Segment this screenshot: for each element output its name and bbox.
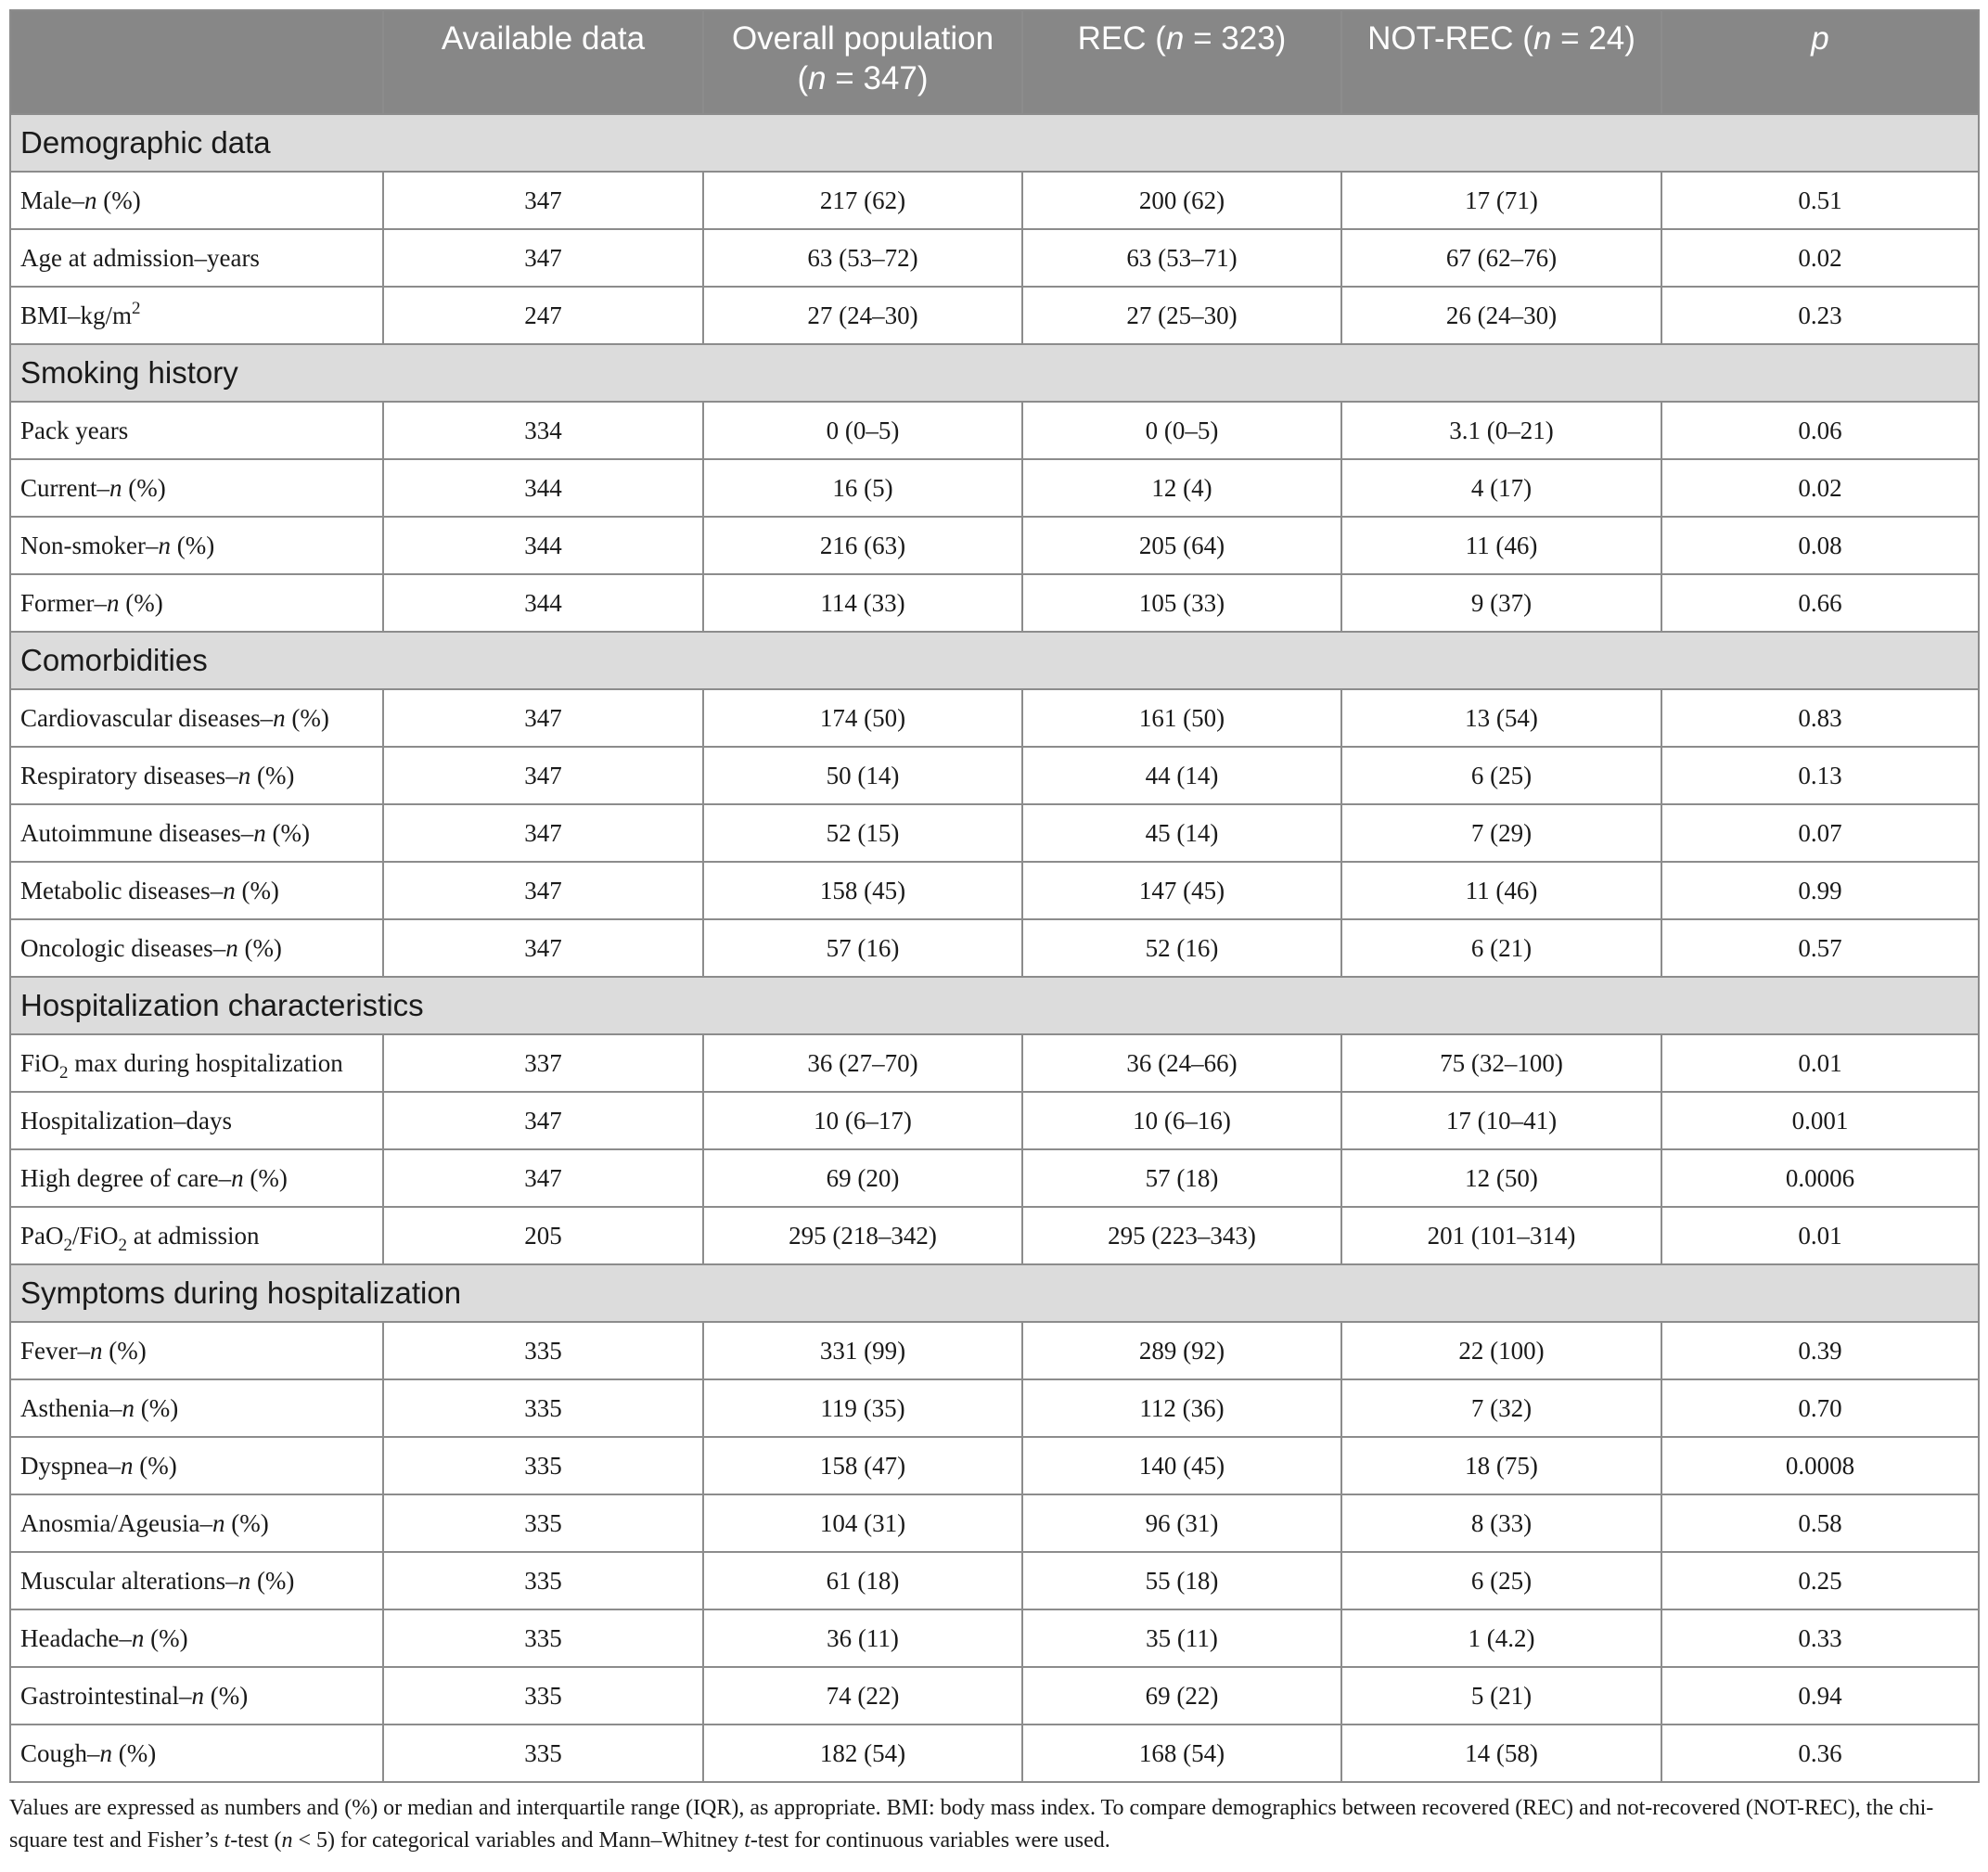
- cell-overall-population: 16 (5): [703, 459, 1022, 517]
- cell-label: Oncologic diseases–n (%): [10, 919, 383, 977]
- cell-overall-population: 158 (45): [703, 862, 1022, 919]
- table-row: [10, 229, 1979, 287]
- cell-label: Cardiovascular diseases–n (%): [10, 689, 383, 747]
- cell-label: Fever–n (%): [10, 1322, 383, 1379]
- cell-overall-population: 104 (31): [703, 1494, 1022, 1552]
- cell-p-value: 0.07: [1661, 804, 1979, 862]
- cell-available-data: 335: [383, 1609, 703, 1667]
- cell-p-value: 0.99: [1661, 862, 1979, 919]
- header-p-value: p: [1661, 10, 1979, 114]
- cell-rec: 55 (18): [1022, 1552, 1341, 1609]
- cell-p-value: 0.02: [1661, 229, 1979, 287]
- cell-not-rec: 11 (46): [1341, 517, 1661, 574]
- cell-rec: 12 (4): [1022, 459, 1341, 517]
- cell-p-value: 0.83: [1661, 689, 1979, 747]
- cell-not-rec: 6 (25): [1341, 747, 1661, 804]
- cell-overall-population: 331 (99): [703, 1322, 1022, 1379]
- cell-p-value: 0.39: [1661, 1322, 1979, 1379]
- cell-not-rec: 26 (24–30): [1341, 287, 1661, 344]
- cell-overall-population: 63 (53–72): [703, 229, 1022, 287]
- cohort-characteristics-table: [9, 9, 1980, 1783]
- table-footnote: Values are expressed as numbers and (%) or median and interquartile range (IQR), as appropriate. BMI: body mass index. To compare demographics between recovered (REC) and not-recovered (NOT-REC), the chi-square test and Fisher’s t-test (n < 5) for categorical variables and Mann–Whitney t-test for continuous variables were used.: [9, 1796, 1934, 1853]
- cell-rec: 96 (31): [1022, 1494, 1341, 1552]
- cell-rec: 140 (45): [1022, 1437, 1341, 1494]
- cell-p-value: 0.0006: [1661, 1149, 1979, 1207]
- cell-p-value: 0.0008: [1661, 1437, 1979, 1494]
- cell-p-value: 0.57: [1661, 919, 1979, 977]
- table-row: [10, 1149, 1979, 1207]
- cell-overall-population: 50 (14): [703, 747, 1022, 804]
- section-row: [10, 1264, 1979, 1322]
- cell-label: Current–n (%): [10, 459, 383, 517]
- section-demographic: Demographic data: [10, 114, 1979, 172]
- cell-available-data: 347: [383, 1092, 703, 1149]
- table-container: [9, 9, 1978, 1857]
- cell-available-data: 344: [383, 574, 703, 632]
- cell-p-value: 0.36: [1661, 1725, 1979, 1782]
- section-row: [10, 632, 1979, 689]
- section-hospitalization: Hospitalization characteristics: [10, 977, 1979, 1034]
- cell-p-value: 0.25: [1661, 1552, 1979, 1609]
- cell-p-value: 0.51: [1661, 172, 1979, 229]
- cell-not-rec: 9 (37): [1341, 574, 1661, 632]
- section-row: [10, 977, 1979, 1034]
- cell-label: Gastrointestinal–n (%): [10, 1667, 383, 1725]
- cell-rec: 205 (64): [1022, 517, 1341, 574]
- cell-p-value: 0.01: [1661, 1034, 1979, 1092]
- cell-available-data: 335: [383, 1494, 703, 1552]
- cell-rec: 200 (62): [1022, 172, 1341, 229]
- table-row: [10, 1494, 1979, 1552]
- table-row: [10, 1552, 1979, 1609]
- cell-p-value: 0.58: [1661, 1494, 1979, 1552]
- cell-label: Hospitalization–days: [10, 1092, 383, 1149]
- table-row: [10, 689, 1979, 747]
- cell-not-rec: 13 (54): [1341, 689, 1661, 747]
- cell-label: Male–n (%): [10, 172, 383, 229]
- cell-rec: 36 (24–66): [1022, 1034, 1341, 1092]
- cell-not-rec: 1 (4.2): [1341, 1609, 1661, 1667]
- cell-label: Non-smoker–n (%): [10, 517, 383, 574]
- cell-rec: 295 (223–343): [1022, 1207, 1341, 1264]
- cell-p-value: 0.23: [1661, 287, 1979, 344]
- cell-overall-population: 10 (6–17): [703, 1092, 1022, 1149]
- cell-overall-population: 217 (62): [703, 172, 1022, 229]
- cell-label: Metabolic diseases–n (%): [10, 862, 383, 919]
- cell-overall-population: 0 (0–5): [703, 402, 1022, 459]
- cell-overall-population: 216 (63): [703, 517, 1022, 574]
- cell-rec: 27 (25–30): [1022, 287, 1341, 344]
- cell-label: Headache–n (%): [10, 1609, 383, 1667]
- cell-label: PaO$_2$/FiO$_2$ at admission: [10, 1207, 383, 1264]
- cell-label: Anosmia/Ageusia–n (%): [10, 1494, 383, 1552]
- cell-available-data: 337: [383, 1034, 703, 1092]
- cell-not-rec: 5 (21): [1341, 1667, 1661, 1725]
- cell-available-data: 335: [383, 1437, 703, 1494]
- header-row: [10, 10, 1979, 114]
- section-symptoms: Symptoms during hospitalization: [10, 1264, 1979, 1322]
- cell-rec: 112 (36): [1022, 1379, 1341, 1437]
- header-overall-population: [703, 10, 1022, 114]
- cell-rec: 63 (53–71): [1022, 229, 1341, 287]
- cell-overall-population: 182 (54): [703, 1725, 1022, 1782]
- cell-overall-population: 295 (218–342): [703, 1207, 1022, 1264]
- table-row: [10, 287, 1979, 344]
- cell-label: Pack years: [10, 402, 383, 459]
- table-row: [10, 1034, 1979, 1092]
- table-row: [10, 1725, 1979, 1782]
- cell-overall-population: 74 (22): [703, 1667, 1022, 1725]
- table-row: [10, 747, 1979, 804]
- table-row: [10, 1207, 1979, 1264]
- cell-not-rec: 22 (100): [1341, 1322, 1661, 1379]
- table-row: [10, 459, 1979, 517]
- cell-label: Dyspnea–n (%): [10, 1437, 383, 1494]
- cell-p-value: 0.66: [1661, 574, 1979, 632]
- cell-not-rec: 14 (58): [1341, 1725, 1661, 1782]
- table-row: [10, 919, 1979, 977]
- cell-label: BMI–$kg/m^2$: [10, 287, 383, 344]
- cell-not-rec: 18 (75): [1341, 1437, 1661, 1494]
- cell-overall-population: 114 (33): [703, 574, 1022, 632]
- cell-not-rec: 6 (21): [1341, 919, 1661, 977]
- cell-p-value: 0.06: [1661, 402, 1979, 459]
- table-row: [10, 1092, 1979, 1149]
- cell-available-data: 335: [383, 1322, 703, 1379]
- cell-rec: 44 (14): [1022, 747, 1341, 804]
- cell-available-data: 347: [383, 1149, 703, 1207]
- cell-label: Former–n (%): [10, 574, 383, 632]
- cell-rec: 147 (45): [1022, 862, 1341, 919]
- table-row: [10, 1437, 1979, 1494]
- cell-label: Age at admission–years: [10, 229, 383, 287]
- table-row: [10, 862, 1979, 919]
- table-row: [10, 402, 1979, 459]
- cell-not-rec: 3.1 (0–21): [1341, 402, 1661, 459]
- cell-overall-population: 36 (11): [703, 1609, 1022, 1667]
- cell-available-data: 247: [383, 287, 703, 344]
- cell-rec: 161 (50): [1022, 689, 1341, 747]
- cell-label: FiO$_2$ max during hospitalization: [10, 1034, 383, 1092]
- cell-label: Asthenia–n (%): [10, 1379, 383, 1437]
- cell-not-rec: 12 (50): [1341, 1149, 1661, 1207]
- cell-p-value: 0.01: [1661, 1207, 1979, 1264]
- cell-p-value: 0.33: [1661, 1609, 1979, 1667]
- cell-overall-population: 52 (15): [703, 804, 1022, 862]
- cell-available-data: 334: [383, 402, 703, 459]
- cell-available-data: 344: [383, 517, 703, 574]
- cell-rec: 0 (0–5): [1022, 402, 1341, 459]
- cell-not-rec: 17 (71): [1341, 172, 1661, 229]
- section-row: [10, 114, 1979, 172]
- cell-available-data: 205: [383, 1207, 703, 1264]
- table-row: [10, 1379, 1979, 1437]
- section-smoking: Smoking history: [10, 344, 1979, 402]
- cell-p-value: 0.94: [1661, 1667, 1979, 1725]
- cell-p-value: 0.13: [1661, 747, 1979, 804]
- cell-not-rec: 4 (17): [1341, 459, 1661, 517]
- cell-not-rec: 7 (32): [1341, 1379, 1661, 1437]
- table-row: [10, 1609, 1979, 1667]
- cell-p-value: 0.02: [1661, 459, 1979, 517]
- section-comorbidities: Comorbidities: [10, 632, 1979, 689]
- cell-available-data: 335: [383, 1552, 703, 1609]
- cell-p-value: 0.001: [1661, 1092, 1979, 1149]
- cell-available-data: 347: [383, 747, 703, 804]
- cell-available-data: 347: [383, 689, 703, 747]
- cell-not-rec: 201 (101–314): [1341, 1207, 1661, 1264]
- cell-label: Cough–n (%): [10, 1725, 383, 1782]
- cell-overall-population: 69 (20): [703, 1149, 1022, 1207]
- cell-available-data: 347: [383, 919, 703, 977]
- cell-rec: 35 (11): [1022, 1609, 1341, 1667]
- cell-rec: 57 (18): [1022, 1149, 1341, 1207]
- cell-available-data: 335: [383, 1379, 703, 1437]
- cell-rec: 105 (33): [1022, 574, 1341, 632]
- cell-not-rec: 7 (29): [1341, 804, 1661, 862]
- cell-p-value: 0.08: [1661, 517, 1979, 574]
- cell-not-rec: 8 (33): [1341, 1494, 1661, 1552]
- table-row: [10, 517, 1979, 574]
- cell-not-rec: 11 (46): [1341, 862, 1661, 919]
- cell-overall-population: 158 (47): [703, 1437, 1022, 1494]
- cell-rec: 69 (22): [1022, 1667, 1341, 1725]
- cell-available-data: 344: [383, 459, 703, 517]
- header-corner: [10, 10, 383, 114]
- cell-available-data: 347: [383, 172, 703, 229]
- cell-label: Respiratory diseases–n (%): [10, 747, 383, 804]
- cell-available-data: 347: [383, 229, 703, 287]
- table-row: [10, 172, 1979, 229]
- cell-not-rec: 67 (62–76): [1341, 229, 1661, 287]
- cell-rec: 168 (54): [1022, 1725, 1341, 1782]
- cell-p-value: 0.70: [1661, 1379, 1979, 1437]
- cell-available-data: 335: [383, 1667, 703, 1725]
- cell-overall-population: 27 (24–30): [703, 287, 1022, 344]
- table-row: [10, 1322, 1979, 1379]
- cell-overall-population: 119 (35): [703, 1379, 1022, 1437]
- cell-rec: 289 (92): [1022, 1322, 1341, 1379]
- table-row: [10, 804, 1979, 862]
- cell-rec: 10 (6–16): [1022, 1092, 1341, 1149]
- cell-label: Autoimmune diseases–n (%): [10, 804, 383, 862]
- cell-not-rec: 17 (10–41): [1341, 1092, 1661, 1149]
- cell-available-data: 347: [383, 804, 703, 862]
- section-row: [10, 344, 1979, 402]
- header-overall-title: Overall population: [731, 20, 994, 57]
- cell-available-data: 347: [383, 862, 703, 919]
- cell-not-rec: 6 (25): [1341, 1552, 1661, 1609]
- cell-label: High degree of care–n (%): [10, 1149, 383, 1207]
- cell-overall-population: 57 (16): [703, 919, 1022, 977]
- table-row: [10, 574, 1979, 632]
- header-rec: REC (n = 323): [1022, 10, 1341, 114]
- cell-not-rec: 75 (32–100): [1341, 1034, 1661, 1092]
- cell-available-data: 335: [383, 1725, 703, 1782]
- header-available-data: Available data: [383, 10, 703, 114]
- cell-overall-population: 36 (27–70): [703, 1034, 1022, 1092]
- cell-rec: 45 (14): [1022, 804, 1341, 862]
- cell-overall-population: 174 (50): [703, 689, 1022, 747]
- cell-label: Muscular alterations–n (%): [10, 1552, 383, 1609]
- cell-overall-population: 61 (18): [703, 1552, 1022, 1609]
- cell-rec: 52 (16): [1022, 919, 1341, 977]
- header-overall-n: (n = 347): [797, 60, 929, 96]
- table-row: [10, 1667, 1979, 1725]
- header-not-rec: NOT-REC (n = 24): [1341, 10, 1661, 114]
